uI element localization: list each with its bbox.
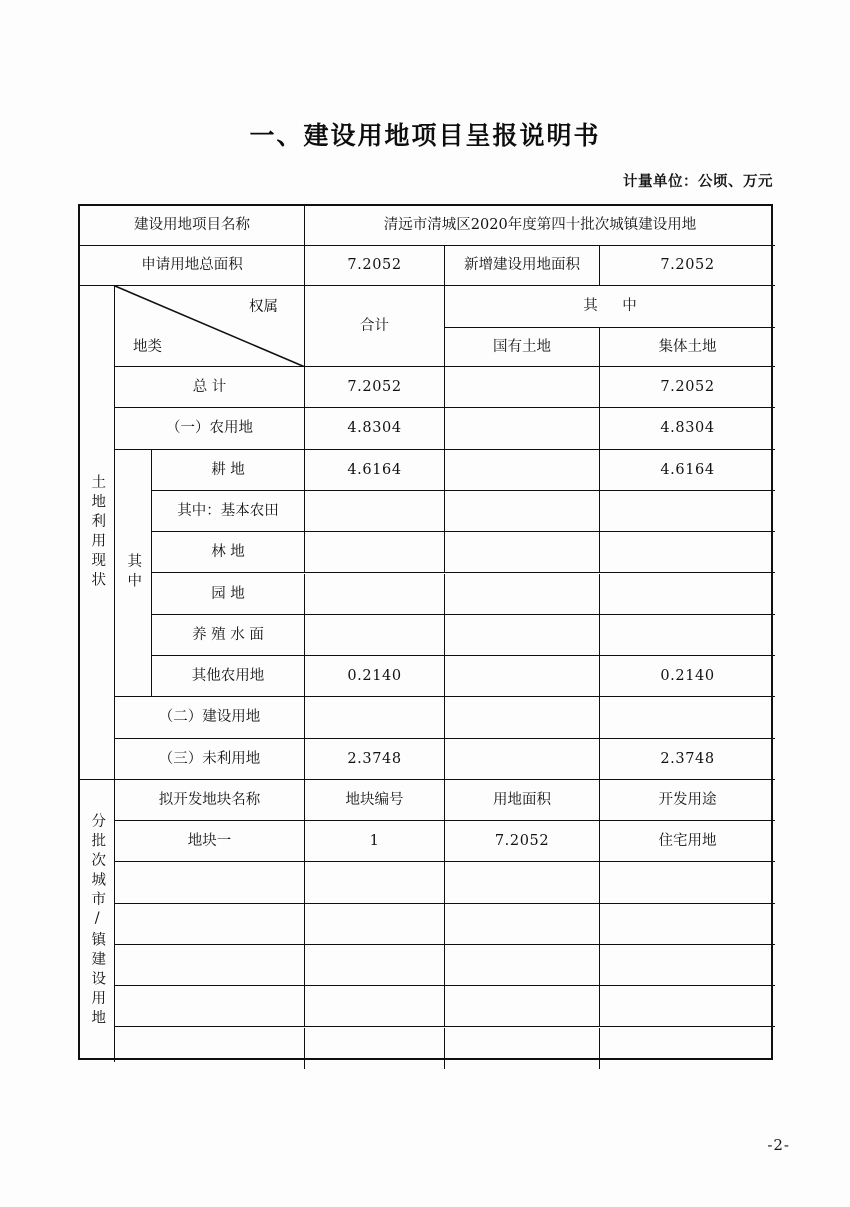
total-area-value: 7.2052 [347, 257, 402, 274]
land-row-collective-cell[interactable] [600, 491, 775, 532]
total-column-header: 合计 [360, 317, 389, 334]
land-row-name-cell [152, 656, 305, 697]
land-use-status-side-label: 土地利用现状 [89, 474, 106, 591]
land-row-collective-value: 7.2052 [660, 379, 715, 396]
land-row-collective-cell[interactable] [600, 367, 775, 408]
land-row-total-value: 7.2052 [347, 379, 402, 396]
land-row-total-cell[interactable] [305, 408, 445, 449]
land-row-total-value: 4.8304 [347, 420, 402, 437]
land-row-total-cell[interactable] [305, 367, 445, 408]
land-row-collective-cell[interactable] [600, 532, 775, 573]
land-row-name: 其他农用地 [191, 668, 265, 685]
among-which-vertical-label: 其中 [125, 553, 142, 593]
batch-city-town-side-label: 分批次城市/镇建设用地 [89, 813, 106, 1029]
land-category-label: 地类 [133, 339, 162, 355]
parcel-area-header: 用地面积 [493, 791, 551, 808]
total-area-value-cell[interactable] [305, 246, 445, 286]
land-row-name: 园 地 [211, 585, 245, 602]
land-row-total-cell[interactable] [305, 574, 445, 615]
among-which-header: 其 中 [583, 298, 647, 315]
land-row-total-cell[interactable] [305, 532, 445, 573]
parcel-row-purpose: 住宅用地 [658, 833, 717, 850]
land-row-name: 养 殖 水 面 [192, 626, 264, 643]
parcel-row-number-cell[interactable] [305, 821, 445, 862]
total-area-label: 申请用地总面积 [141, 257, 243, 274]
category-ownership-diagonal-header-cell [115, 286, 305, 367]
parcel-row-purpose-cell[interactable] [600, 862, 775, 903]
parcel-row-number-cell[interactable] [305, 862, 445, 903]
parcel-row-number-cell[interactable] [305, 986, 445, 1027]
land-row-name-cell [152, 574, 305, 615]
parcel-row-name-cell[interactable] [115, 945, 305, 986]
land-row-total-cell[interactable] [305, 491, 445, 532]
land-row-name-cell [115, 739, 305, 780]
parcel-name-header: 拟开发地块名称 [158, 791, 261, 808]
parcel-number-header-cell [305, 780, 445, 821]
land-row-total-cell[interactable] [305, 615, 445, 656]
parcel-row-number-cell[interactable] [305, 945, 445, 986]
land-row-collective-cell[interactable] [600, 656, 775, 697]
collective-land-header: 集体土地 [658, 338, 717, 355]
parcel-row-number-cell[interactable] [305, 1028, 445, 1069]
land-row-collective-cell[interactable] [600, 450, 775, 491]
parcel-purpose-header-cell [600, 780, 775, 821]
land-row-state-owned-cell[interactable] [445, 491, 600, 532]
land-row-total-cell[interactable] [305, 450, 445, 491]
land-row-collective-cell[interactable] [600, 408, 775, 449]
measurement-unit-note: 计量单位：公顷、万元 [623, 173, 773, 190]
total-area-label-cell [80, 246, 305, 286]
land-row-total-value: 4.6164 [347, 461, 402, 478]
among-which-header-cell [445, 286, 775, 328]
land-row-name: （一）农用地 [166, 420, 253, 437]
among-which-vertical-label-cell [115, 450, 152, 698]
parcel-row-purpose-cell[interactable] [600, 945, 775, 986]
land-row-collective-value: 4.8304 [660, 420, 715, 437]
parcel-row-purpose-cell[interactable] [600, 821, 775, 862]
land-row-name: （二）建设用地 [158, 709, 261, 726]
parcel-row-number-cell[interactable] [305, 904, 445, 945]
parcel-row-area-cell[interactable] [445, 945, 600, 986]
land-row-name: 总 计 [192, 379, 227, 396]
ownership-label: 权属 [249, 299, 278, 315]
land-row-collective-value: 4.6164 [660, 461, 715, 478]
parcel-row-purpose-cell[interactable] [600, 904, 775, 945]
land-row-state-owned-cell[interactable] [445, 656, 600, 697]
land-row-collective-value: 2.3748 [660, 750, 715, 767]
land-row-name-cell [152, 491, 305, 532]
land-row-name: 其中：基本农田 [177, 502, 279, 519]
state-owned-land-header: 国有土地 [493, 338, 551, 355]
land-row-name-cell [152, 450, 305, 491]
land-row-collective-cell[interactable] [600, 574, 775, 615]
new-construction-area-label: 新增建设用地面积 [464, 257, 580, 274]
project-name-value: 清远市清城区2020年度第四十批次城镇建设用地 [383, 217, 697, 234]
parcel-row-purpose-cell[interactable] [600, 1028, 775, 1069]
land-use-status-side-label-cell [80, 286, 115, 780]
parcel-row-area-cell[interactable] [445, 986, 600, 1027]
parcel-row-area-cell[interactable] [445, 862, 600, 903]
parcel-purpose-header: 开发用途 [658, 791, 717, 808]
parcel-row-name: 地块一 [187, 833, 232, 850]
land-row-name-cell [115, 697, 305, 738]
land-row-state-owned-cell[interactable] [445, 739, 600, 780]
parcel-number-header: 地块编号 [345, 791, 404, 808]
parcel-name-header-cell [115, 780, 305, 821]
parcel-row-name-cell[interactable] [115, 1028, 305, 1069]
parcel-row-area-cell[interactable] [445, 1028, 600, 1069]
land-row-name-cell [152, 615, 305, 656]
batch-city-town-side-label-cell [80, 780, 115, 1062]
land-row-collective-cell[interactable] [600, 615, 775, 656]
land-row-name-cell [152, 532, 305, 573]
parcel-row-area-cell[interactable] [445, 904, 600, 945]
parcel-row-name-cell[interactable] [115, 986, 305, 1027]
land-row-collective-cell[interactable] [600, 739, 775, 780]
land-row-name: 耕 地 [211, 461, 245, 478]
land-row-collective-value: 0.2140 [660, 668, 715, 685]
land-row-state-owned-cell[interactable] [445, 697, 600, 738]
parcel-area-header-cell [445, 780, 600, 821]
new-construction-area-value: 7.2052 [660, 257, 715, 274]
project-name-label: 建设用地项目名称 [134, 217, 250, 234]
land-row-state-owned-cell[interactable] [445, 532, 600, 573]
land-row-name-cell [115, 408, 305, 449]
land-row-state-owned-cell[interactable] [445, 450, 600, 491]
parcel-row-purpose-cell[interactable] [600, 986, 775, 1027]
land-row-total-cell[interactable] [305, 697, 445, 738]
land-row-state-owned-cell[interactable] [445, 367, 600, 408]
project-name-label-cell [80, 206, 305, 246]
land-row-name: （三）未利用地 [158, 750, 261, 767]
land-use-application-table [78, 204, 773, 1060]
total-column-header-cell [305, 286, 445, 367]
land-row-state-owned-cell[interactable] [445, 408, 600, 449]
parcel-row-number: 1 [369, 833, 380, 850]
land-row-total-cell[interactable] [305, 656, 445, 697]
state-owned-land-header-cell [445, 328, 600, 367]
land-row-name: 林 地 [211, 544, 245, 561]
parcel-row-name-cell[interactable] [115, 862, 305, 903]
collective-land-header-cell [600, 328, 775, 367]
parcel-row-name-cell[interactable] [115, 821, 305, 862]
land-row-name-cell [115, 367, 305, 408]
page-title: 一、建设用地项目呈报说明书 [249, 121, 601, 150]
land-row-total-value: 2.3748 [347, 750, 402, 767]
new-construction-area-label-cell [445, 246, 600, 286]
parcel-row-area-cell[interactable] [445, 821, 600, 862]
land-row-collective-cell[interactable] [600, 697, 775, 738]
page-number: -2- [767, 1136, 790, 1154]
parcel-row-name-cell[interactable] [115, 904, 305, 945]
land-row-total-cell[interactable] [305, 739, 445, 780]
land-row-state-owned-cell[interactable] [445, 574, 600, 615]
project-name-value-cell[interactable] [305, 206, 775, 246]
land-row-total-value: 0.2140 [347, 668, 402, 685]
land-row-state-owned-cell[interactable] [445, 615, 600, 656]
new-construction-area-value-cell[interactable] [600, 246, 775, 286]
parcel-row-area: 7.2052 [494, 833, 550, 850]
